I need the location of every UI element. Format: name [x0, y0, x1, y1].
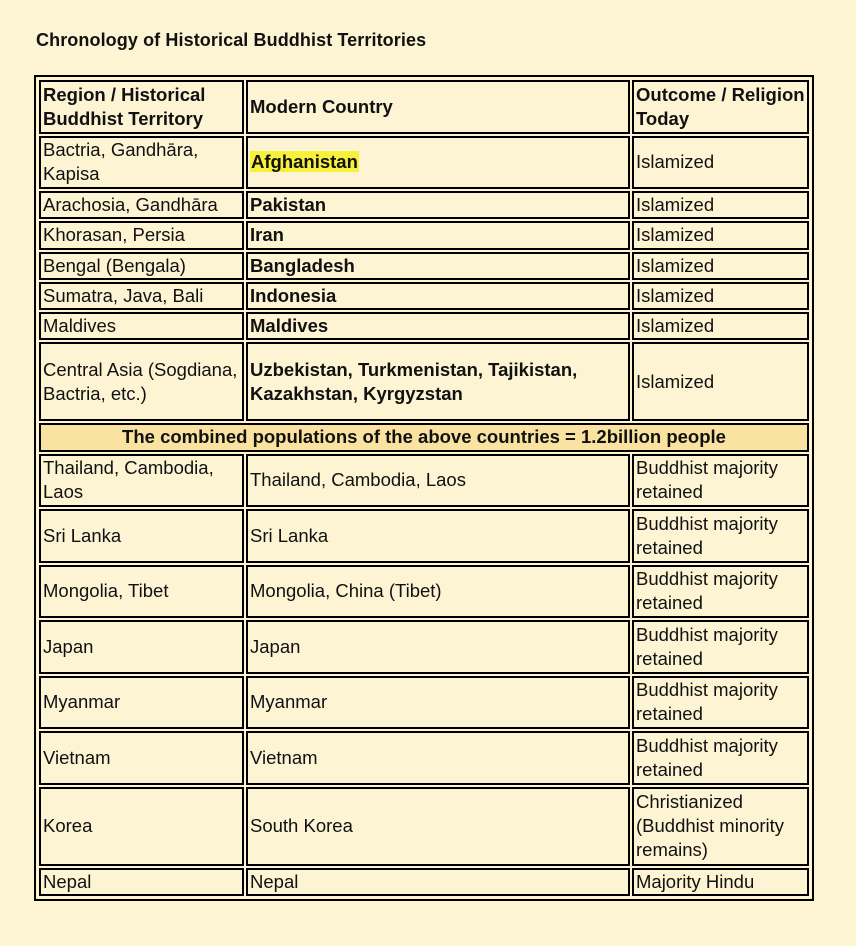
- table-row: [39, 191, 809, 219]
- region-cell: Japan: [39, 620, 244, 674]
- region-cell: Central Asia (Sogdiana, Bactria, etc.): [39, 342, 244, 421]
- outcome-cell: Christianized (Buddhist minority remains): [632, 787, 809, 866]
- table-row: [39, 868, 809, 896]
- table-row: [39, 509, 809, 563]
- outcome-cell: Majority Hindu: [632, 868, 809, 896]
- outcome-cell: Islamized: [632, 252, 809, 280]
- outcome-cell: Islamized: [632, 312, 809, 340]
- region-cell: Korea: [39, 787, 244, 866]
- page-title: Chronology of Historical Buddhist Territories: [36, 30, 427, 50]
- country-cell: Japan: [246, 620, 630, 674]
- table-row: [39, 312, 809, 340]
- region-cell: Sumatra, Java, Bali: [39, 282, 244, 310]
- region-cell: Bengal (Bengala): [39, 252, 244, 280]
- country-cell: Myanmar: [246, 676, 630, 730]
- country-cell: Iran: [246, 221, 630, 249]
- region-cell: Maldives: [39, 312, 244, 340]
- population-banner-row: [39, 423, 809, 451]
- territories-table-frame: [34, 75, 814, 901]
- region-cell: Arachosia, Gandhāra: [39, 191, 244, 219]
- outcome-cell: Islamized: [632, 282, 809, 310]
- table-header-row: [39, 80, 809, 134]
- country-cell: Mongolia, China (Tibet): [246, 565, 630, 619]
- table-row: [39, 282, 809, 310]
- outcome-cell: Buddhist majority retained: [632, 509, 809, 563]
- country-cell: [246, 136, 630, 190]
- outcome-cell: Buddhist majority retained: [632, 454, 809, 508]
- table-row: [39, 620, 809, 674]
- table-row: [39, 676, 809, 730]
- outcome-cell: Buddhist majority retained: [632, 620, 809, 674]
- outcome-cell: Buddhist majority retained: [632, 731, 809, 785]
- region-cell: Vietnam: [39, 731, 244, 785]
- table-row: [39, 252, 809, 280]
- country-cell: Uzbekistan, Turkmenistan, Tajikistan, Kazakhstan, Kyrgyzstan: [246, 342, 630, 421]
- header-outcome: Outcome / Religion Today: [632, 80, 809, 134]
- country-cell: Sri Lanka: [246, 509, 630, 563]
- outcome-cell: Islamized: [632, 221, 809, 249]
- header-modern-country: Modern Country: [246, 80, 630, 134]
- country-cell: Thailand, Cambodia, Laos: [246, 454, 630, 508]
- region-cell: Thailand, Cambodia, Laos: [39, 454, 244, 508]
- territories-table: [37, 78, 811, 898]
- outcome-cell: Islamized: [632, 191, 809, 219]
- country-cell: Nepal: [246, 868, 630, 896]
- header-region: Region / Historical Buddhist Territory: [39, 80, 244, 134]
- region-cell: Mongolia, Tibet: [39, 565, 244, 619]
- population-banner: The combined populations of the above countries = 1.2billion people: [39, 423, 809, 451]
- table-row: [39, 454, 809, 508]
- table-row: [39, 221, 809, 249]
- region-cell: Nepal: [39, 868, 244, 896]
- outcome-cell: Buddhist majority retained: [632, 676, 809, 730]
- table-row: [39, 731, 809, 785]
- table-row: [39, 787, 809, 866]
- region-cell: Myanmar: [39, 676, 244, 730]
- country-cell: Maldives: [246, 312, 630, 340]
- country-cell: Indonesia: [246, 282, 630, 310]
- outcome-cell: Buddhist majority retained: [632, 565, 809, 619]
- region-cell: Khorasan, Persia: [39, 221, 244, 249]
- country-cell: Vietnam: [246, 731, 630, 785]
- country-cell: South Korea: [246, 787, 630, 866]
- outcome-cell: Islamized: [632, 136, 809, 190]
- table-row: [39, 136, 809, 190]
- country-cell: Pakistan: [246, 191, 630, 219]
- outcome-cell: Islamized: [632, 342, 809, 421]
- table-row: [39, 565, 809, 619]
- region-cell: Bactria, Gandhāra, Kapisa: [39, 136, 244, 190]
- country-cell: Bangladesh: [246, 252, 630, 280]
- region-cell: Sri Lanka: [39, 509, 244, 563]
- table-row: [39, 342, 809, 421]
- highlighted-country: Afghanistan: [251, 151, 358, 173]
